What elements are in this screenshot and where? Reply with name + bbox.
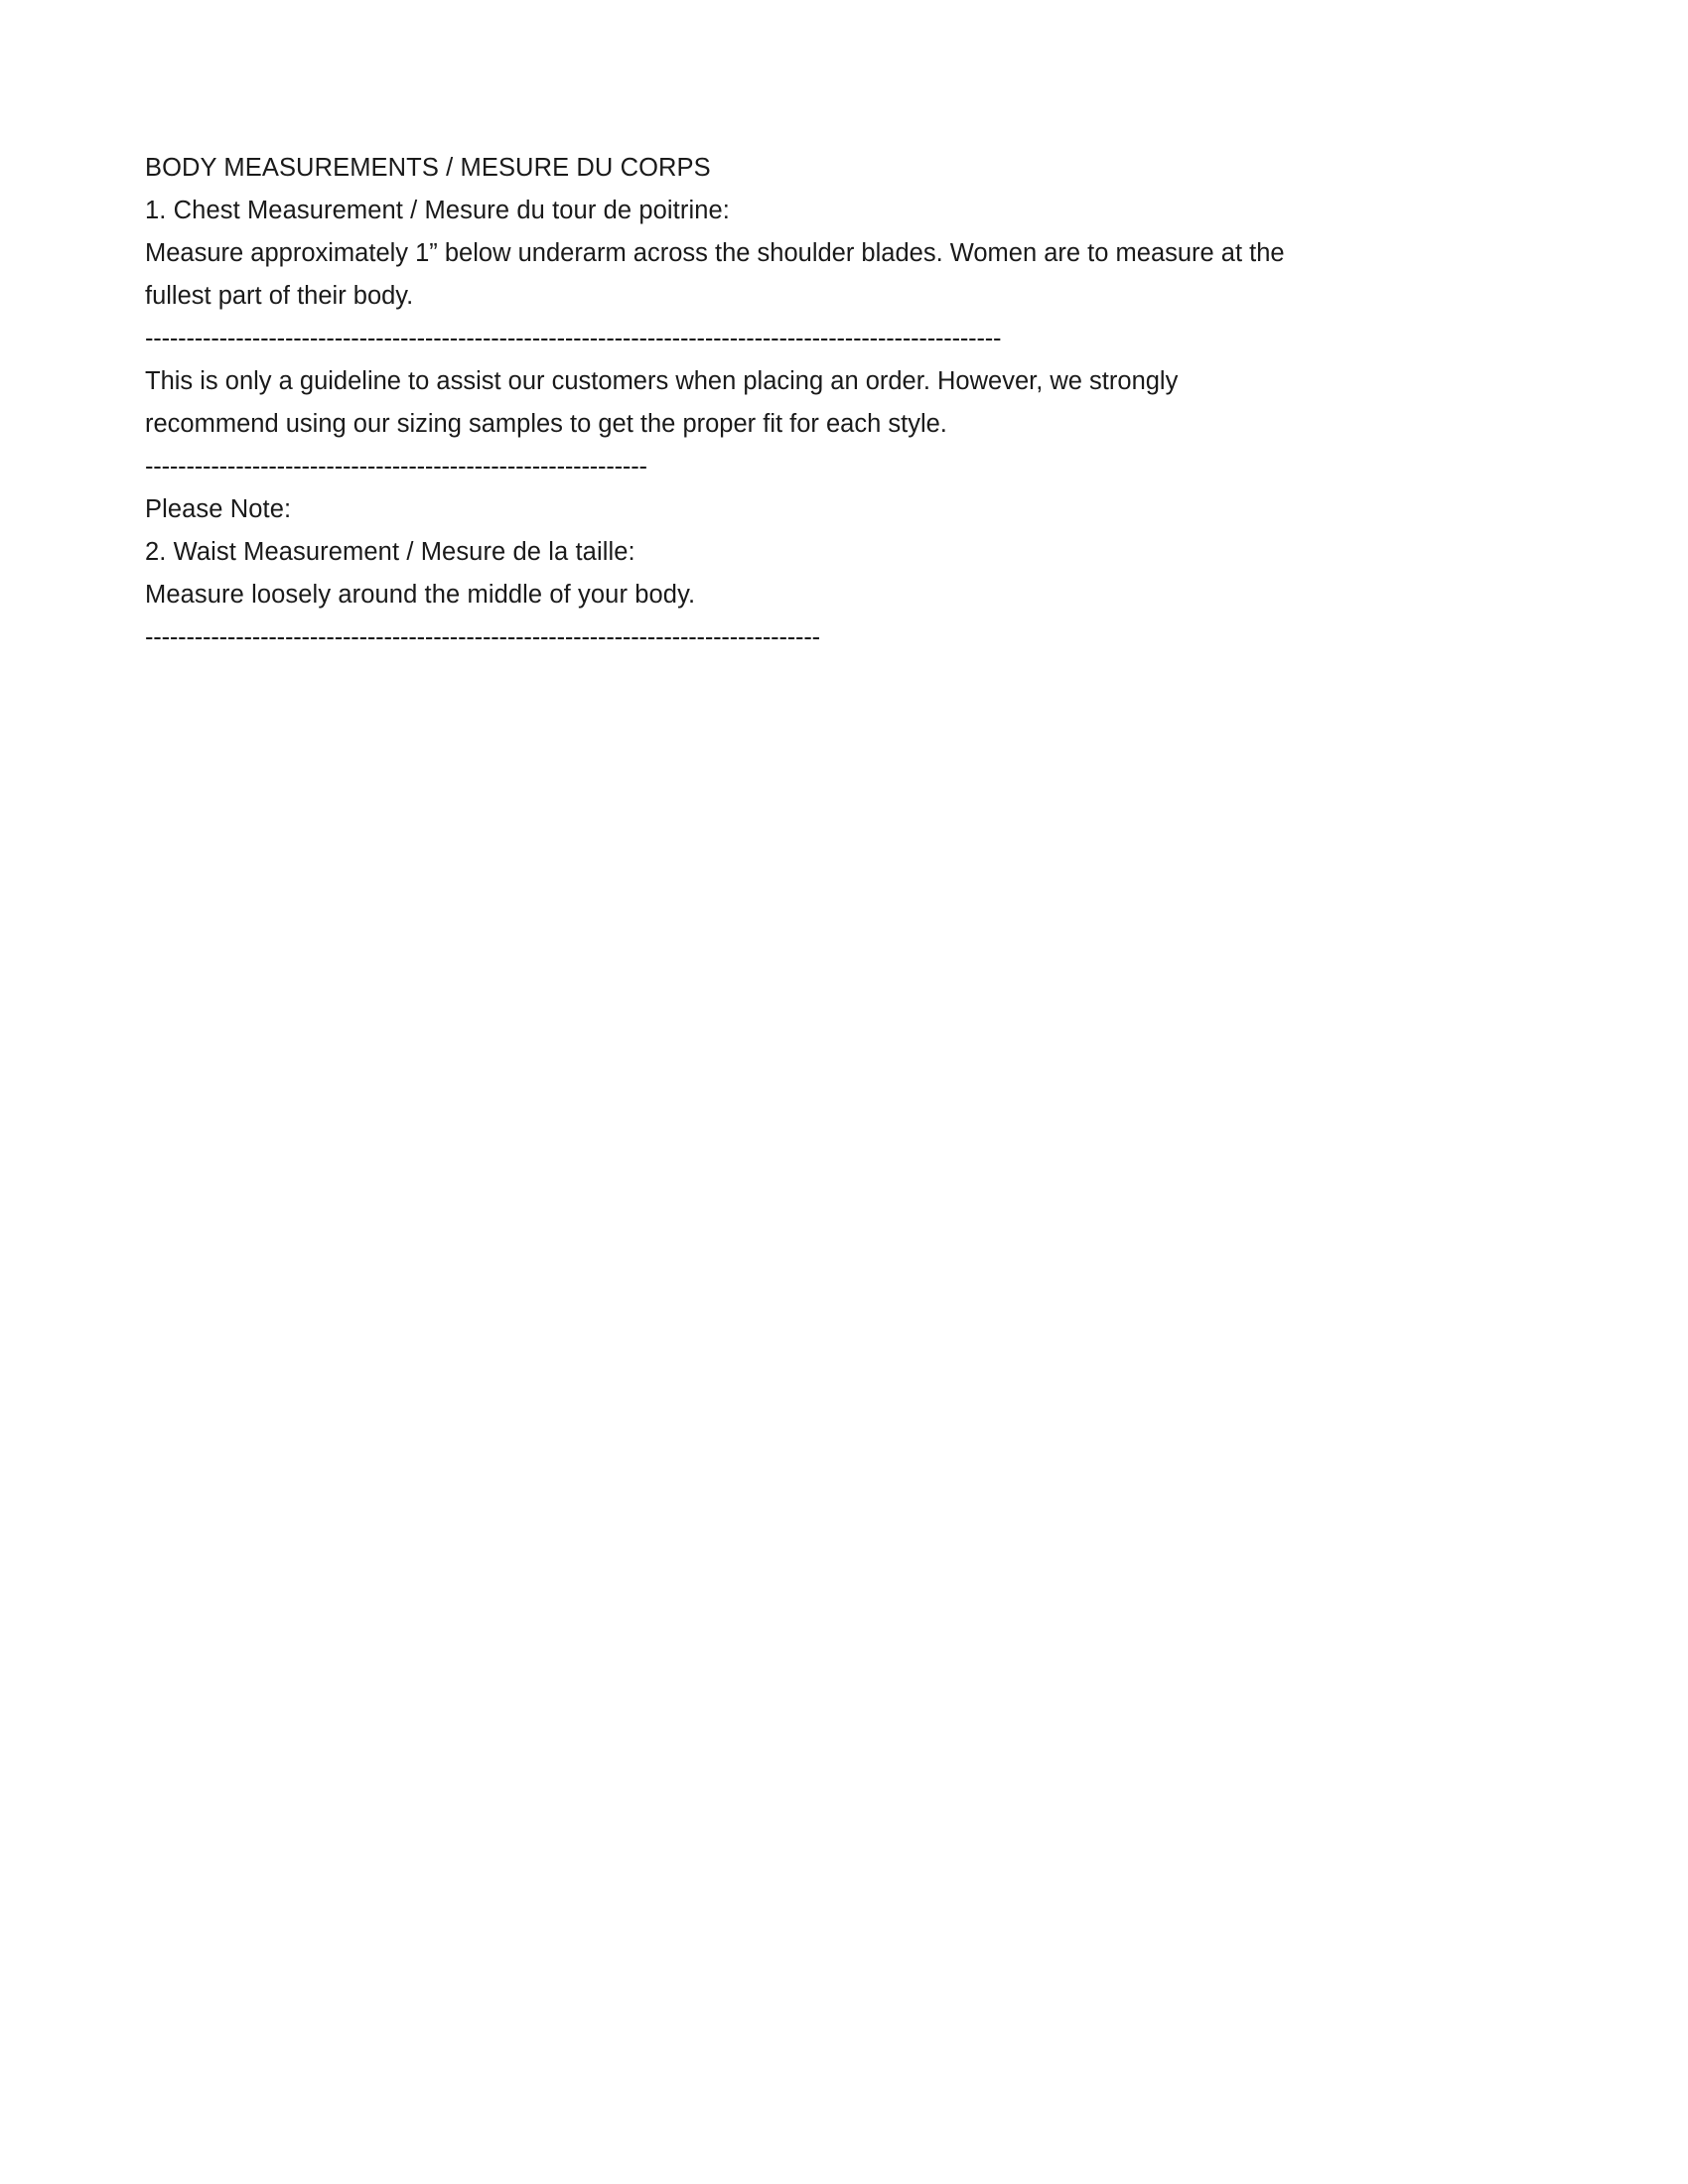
divider-two: ------------------------------------------------------------- — [145, 453, 647, 480]
document-heading: BODY MEASUREMENTS / MESURE DU CORPS — [145, 154, 711, 182]
please-note-label: Please Note: — [145, 495, 292, 523]
waist-measurement-label: 2. Waist Measurement / Mesure de la taille: — [145, 538, 635, 566]
chest-measurement-label: 1. Chest Measurement / Mesure du tour de poitrine: — [145, 197, 730, 224]
divider-three: ---------------------------------------------------------------------------------- — [145, 623, 820, 651]
waist-measurement-text: Measure loosely around the middle of your body. — [145, 581, 696, 609]
divider-one: -------------------------------------------------------------------------------------------------------- — [145, 325, 1002, 352]
document-content — [145, 147, 1456, 659]
guideline-text: This is only a guideline to assist our customers when placing an order. However, we strongly recommend using our sizing samples to get the proper fit for each style. — [145, 367, 1179, 438]
chest-measurement-text: Measure approximately 1” below underarm across the shoulder blades. Women are to measure at the fullest part of their body. — [145, 239, 1285, 310]
